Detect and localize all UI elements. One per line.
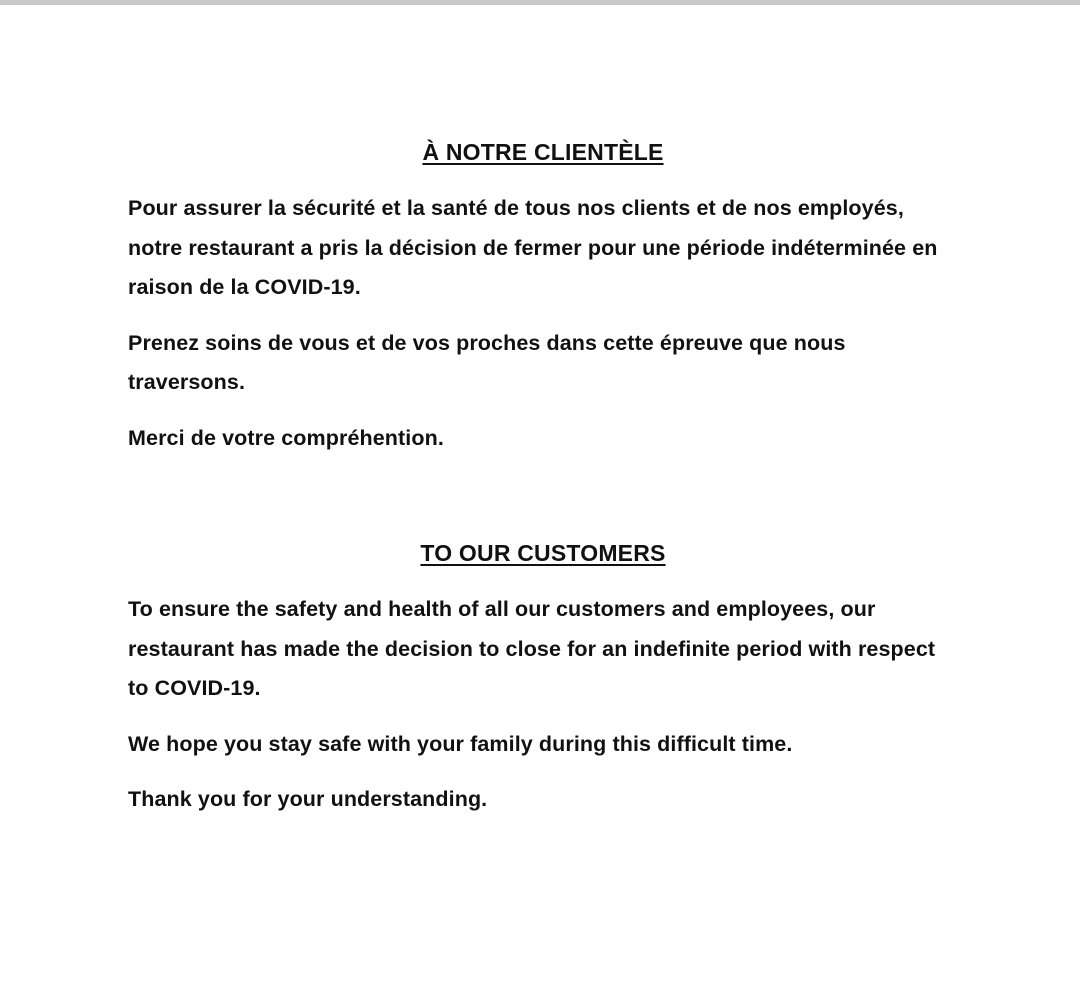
french-paragraph-safety: Pour assurer la sécurité et la santé de tous nos clients et de nos employés, notre restaurant a pris la décision de fermer pour une période indéterminée en raison de la COVID-19.	[128, 196, 938, 299]
english-section	[128, 534, 958, 820]
english-paragraph-thanks: Thank you for your understanding.	[128, 787, 488, 811]
english-paragraph-safety: To ensure the safety and health of all our customers and employees, our restaurant has made the decision to close for an indefinite period with respect to COVID-19.	[128, 597, 936, 700]
french-paragraph-thanks: Merci de votre compréhention.	[128, 425, 444, 450]
top-divider	[0, 0, 1080, 5]
french-paragraph-care: Prenez soins de vous et de vos proches dans cette épreuve que nous traversons.	[128, 330, 846, 394]
closure-notice	[128, 133, 958, 836]
french-heading: À NOTRE CLIENTÈLE	[422, 139, 664, 165]
english-paragraph-care: We hope you stay safe with your family during this difficult time.	[128, 731, 793, 756]
french-section	[128, 133, 958, 458]
english-heading: TO OUR CUSTOMERS	[420, 540, 666, 566]
